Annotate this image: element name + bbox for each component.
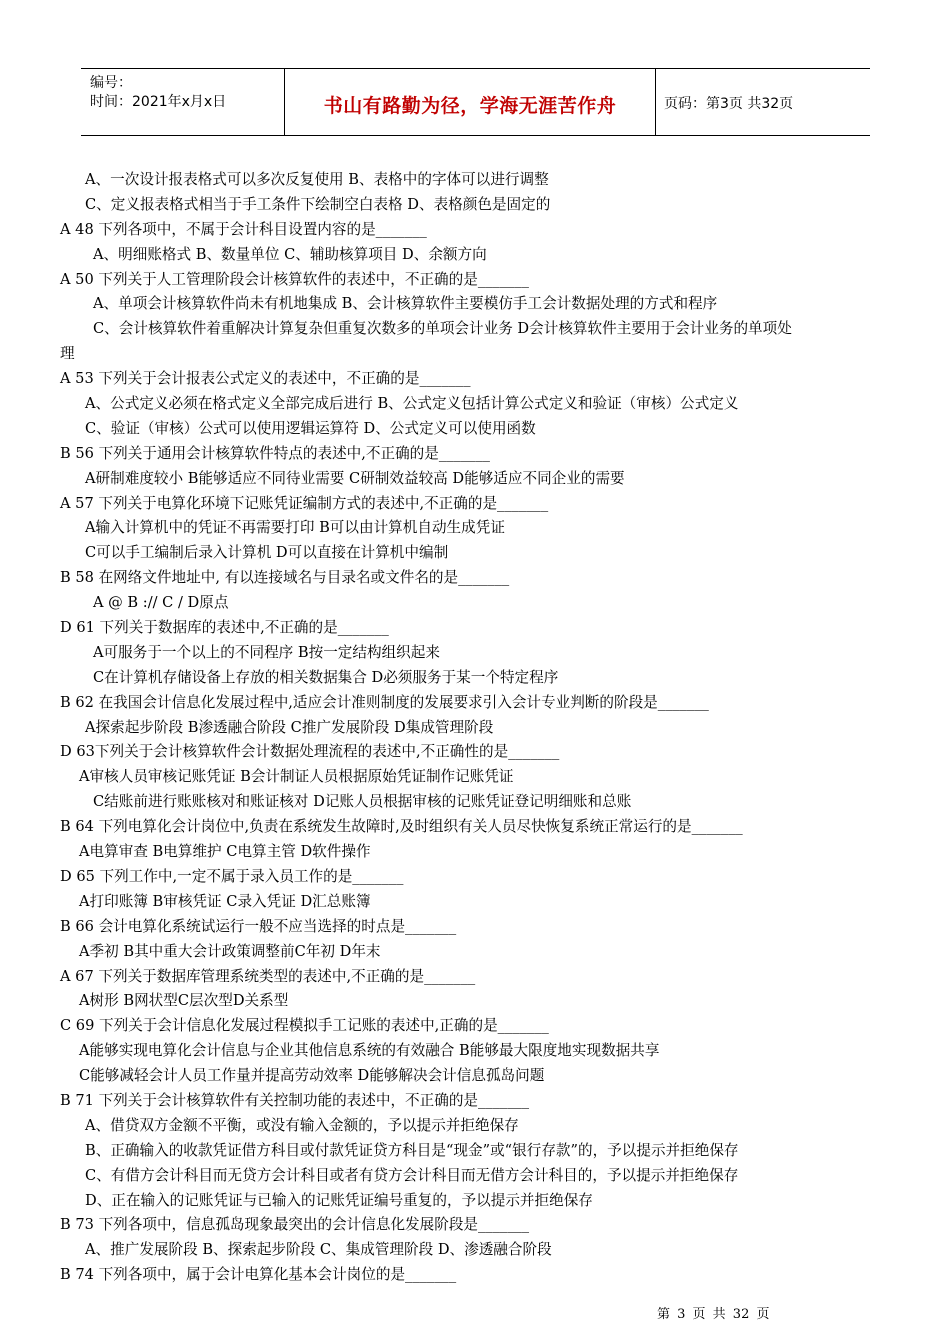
option-line: A打印账簿 B审核凭证 C录入凭证 D汇总账簿 (79, 892, 371, 910)
option-line: A树形 B网状型C层次型D关系型 (79, 992, 289, 1010)
question-line: A 67 下列关于数据库管理系统类型的表述中,不正确的是_______ (60, 967, 476, 985)
question-line: B 56 下列关于通用会计核算软件特点的表述中,不正确的是_______ (60, 444, 490, 462)
question-line: 理 (60, 345, 75, 363)
option-line: A审核人员审核记账凭证 B会计制证人员根据原始凭证制作记账凭证 (79, 768, 514, 786)
option-line: A、一次设计报表格式可以多次反复使用 B、表格中的字体可以进行调整 (85, 171, 549, 188)
option-line: C在计算机存储设备上存放的相关数据集合 D必须服务于某一个特定程序 (93, 668, 559, 686)
header-page-info: 页码：第3页 共32页 (664, 96, 794, 112)
question-line: B 66 会计电算化系统试运行一般不应当选择的时点是_______ (60, 917, 457, 935)
question-line: B 58 在网络文件地址中, 有以连接域名与目录名或文件名的是_______ (60, 569, 510, 587)
option-line: C、定义报表格式相当于手工条件下绘制空白表格 D、表格颜色是固定的 (85, 195, 551, 213)
header-motto: 书山有路勤为径，学海无涯苦作舟 (323, 95, 617, 117)
page-header (81, 68, 870, 136)
question-line: A 53 下列关于会计报表公式定义的表述中，不正确的是_______ (60, 370, 471, 388)
question-line: A 48 下列各项中，不属于会计科目设置内容的是_______ (60, 220, 427, 238)
question-line: A 57 下列关于电算化环境下记账凭证编制方式的表述中,不正确的是_______ (60, 494, 549, 512)
option-line: A能够实现电算化会计信息与企业其他信息系统的有效融合 B能够最大限度地实现数据共享 (79, 1042, 660, 1060)
option-line: C、会计核算软件着重解决计算复杂但重复次数多的单项会计业务 D会计核算软件主要用于会计业务的单项处 (93, 320, 792, 338)
question-line: D 63下列关于会计核算软件会计数据处理流程的表述中,不正确性的是_______ (60, 743, 560, 761)
option-line: D、正在输入的记账凭证与已输入的记账凭证编号重复的，予以提示并拒绝保存 (85, 1191, 593, 1209)
option-line: A探索起步阶段 B渗透融合阶段 C推广发展阶段 D集成管理阶段 (85, 718, 494, 736)
option-line: B、正确输入的收款凭证借方科目或付款凭证贷方科目是“现金”或“银行存款”的，予以提示并拒绝保存 (85, 1141, 739, 1159)
question-line: C 69 下列关于会计信息化发展过程模拟手工记账的表述中,正确的是_______ (60, 1017, 549, 1035)
question-line: D 61 下列关于数据库的表述中,不正确的是_______ (60, 619, 389, 637)
page-footer: 第 3 页 共 32 页 (657, 1307, 770, 1322)
option-line: A输入计算机中的凭证不再需要打印 B可以由计算机自动生成凭证 (85, 519, 505, 537)
question-line: B 62 在我国会计信息化发展过程中,适应会计准则制度的发展要求引入会计专业判断的阶段是_______ (60, 693, 709, 711)
option-line: A研制难度较小 B能够适应不同待业需要 C研制效益较高 D能够适应不同企业的需要 (85, 469, 625, 487)
question-line: A 50 下列关于人工管理阶段会计核算软件的表述中，不正确的是_______ (60, 270, 529, 288)
option-line: A季初 B其中重大会计政策调整前C年初 D年末 (79, 942, 381, 960)
option-line: A、单项会计核算软件尚未有机地集成 B、会计核算软件主要模仿手工会计数据处理的方式和程序 (93, 295, 718, 313)
document-body (60, 168, 920, 1288)
question-line: B 71 下列关于会计核算软件有关控制功能的表述中，不正确的是_______ (60, 1091, 530, 1109)
option-line: A、明细账格式 B、数量单位 C、辅助核算项目 D、余额方向 (93, 245, 487, 263)
option-line: A、推广发展阶段 B、探索起步阶段 C、集成管理阶段 D、渗透融合阶段 (85, 1241, 552, 1259)
option-line: C、验证（审核）公式可以使用逻辑运算符 D、公式定义可以使用函数 (85, 419, 536, 437)
number-label: 编号： (90, 75, 132, 91)
header-left-cell (81, 69, 285, 135)
question-line: B 73 下列各项中，信息孤岛现象最突出的会计信息化发展阶段是_______ (60, 1216, 530, 1234)
option-line: C结账前进行账账核对和账证核对 D记账人员根据审核的记账凭证登记明细账和总账 (93, 793, 632, 811)
option-line: A、借贷双方金额不平衡，或没有输入金额的，予以提示并拒绝保存 (85, 1116, 519, 1134)
header-right-cell (656, 69, 870, 135)
option-line: C可以手工编制后录入计算机 D可以直接在计算机中编制 (85, 544, 449, 562)
option-line: A、公式定义必须在格式定义全部完成后进行 B、公式定义包括计算公式定义和验证（审核）公式定义 (85, 395, 739, 413)
option-line: A可服务于一个以上的不同程序 B按一定结构组织起来 (93, 643, 440, 661)
option-line: A @ B :// C / D原点 (93, 594, 229, 612)
question-line: B 64 下列电算化会计岗位中,负责在系统发生故障时,及时组织有关人员尽快恢复系统正常运行的是_______ (60, 818, 743, 836)
header-middle-cell (285, 69, 656, 135)
option-line: C能够减轻会计人员工作量并提高劳动效率 D能够解决会计信息孤岛问题 (79, 1067, 545, 1085)
option-line: A电算审查 B电算维护 C电算主管 D软件操作 (79, 843, 371, 861)
question-line: D 65 下列工作中,一定不属于录入员工作的是_______ (60, 867, 404, 885)
option-line: C、有借方会计科目而无贷方会计科目或者有贷方会计科目而无借方会计科目的，予以提示并拒绝保存 (85, 1166, 739, 1184)
date-label: 时间：2021年x月x日 (90, 94, 227, 110)
question-line: B 74 下列各项中，属于会计电算化基本会计岗位的是_______ (60, 1266, 457, 1284)
